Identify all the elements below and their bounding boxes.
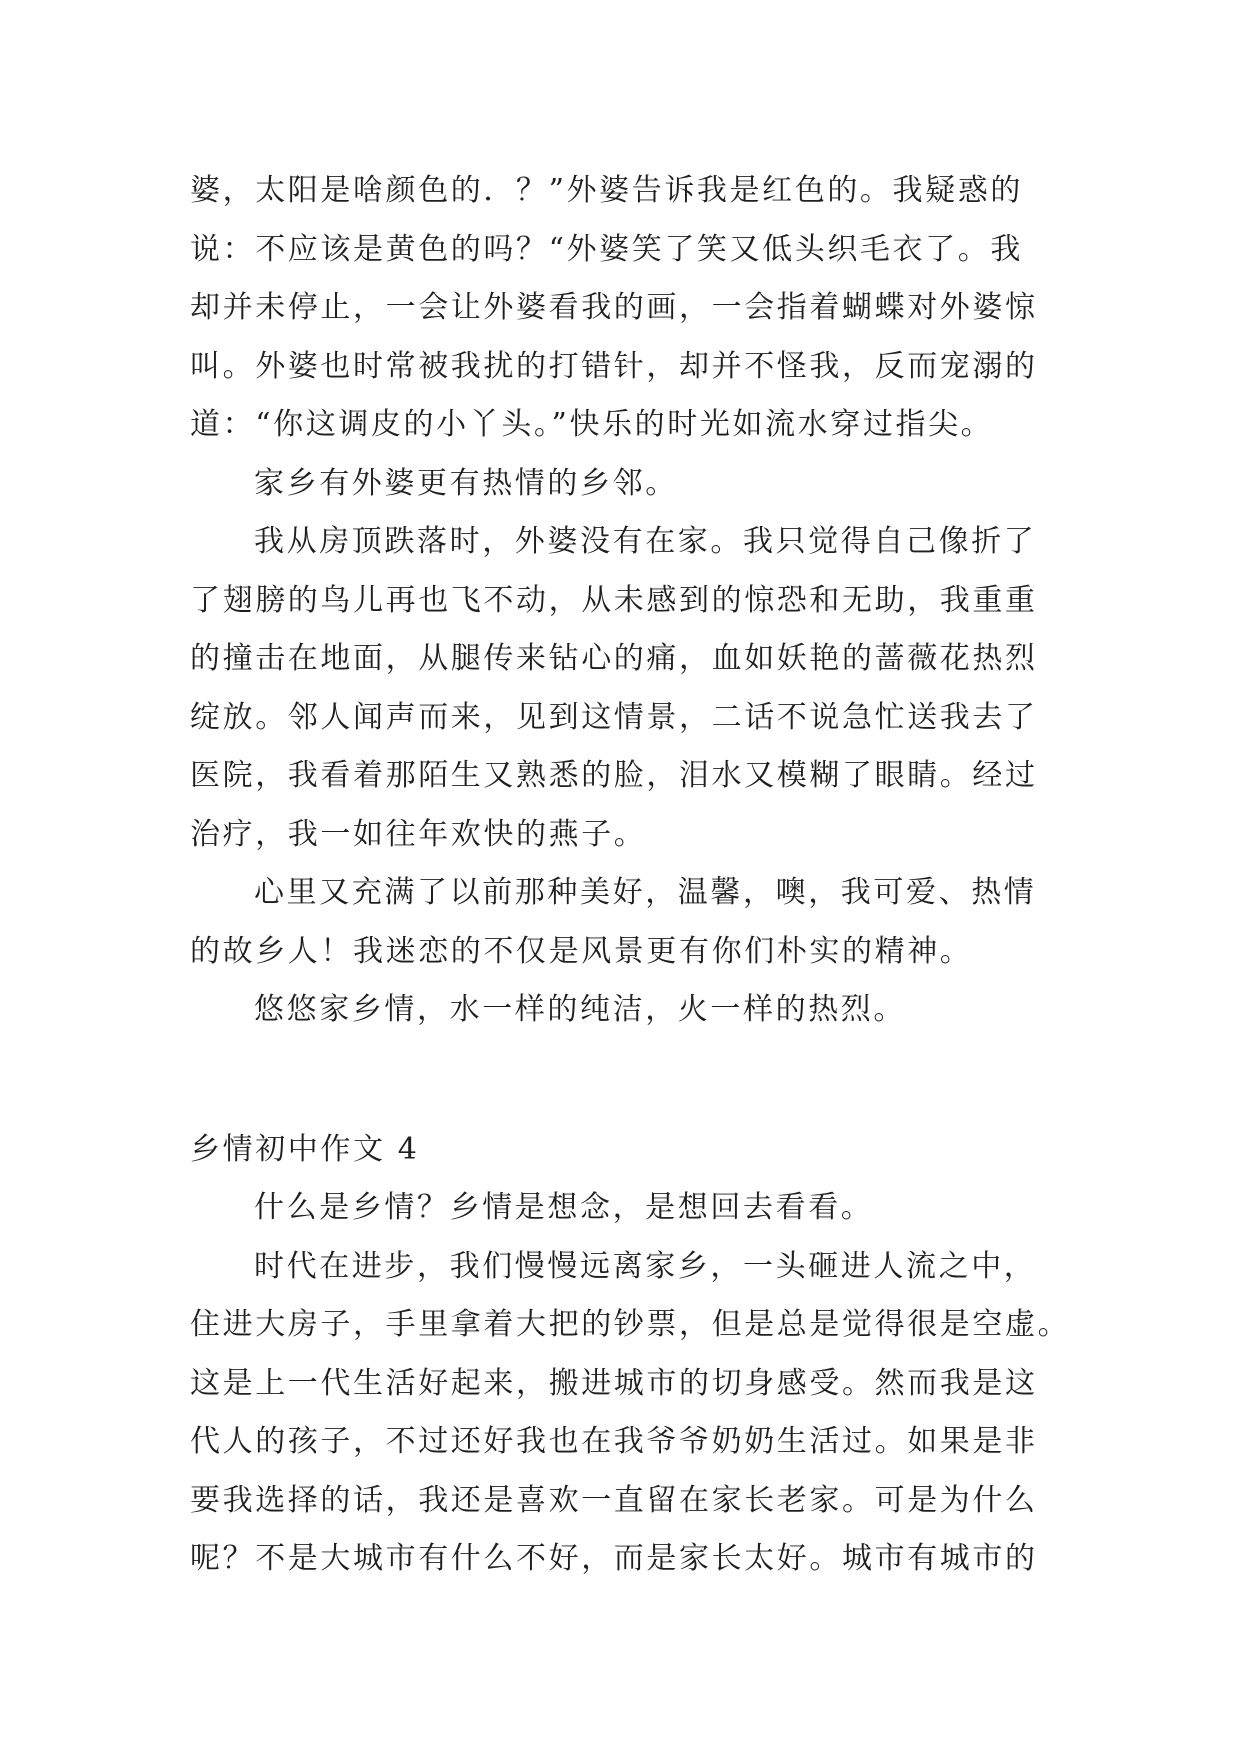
paragraph [190, 455, 1058, 514]
text-line: 治疗，我一如往年欢快的燕子。 [190, 816, 647, 852]
text-line: 住进大房子，手里拿着大把的钞票，但是总是觉得很是空虚。 [190, 1307, 1071, 1342]
paragraph [190, 162, 1058, 455]
paragraph [190, 513, 1058, 864]
text-line: 要我选择的话，我还是喜欢一直留在家长老家。可是为什么 [190, 1482, 1038, 1518]
paragraph [190, 1179, 1058, 1238]
text-line: 代人的孩子，不过还好我也在我爷爷奶奶生活过。如果是非 [190, 1424, 1038, 1459]
text-line: 悠悠家乡情，水一样的纯洁，火一样的热烈。 [254, 992, 906, 1027]
paragraph [190, 1238, 1071, 1589]
text-line: 的故乡人！我迷恋的不仅是风景更有你们朴实的精神。 [190, 933, 973, 969]
text-line: 家乡有外婆更有热情的乡邻。 [254, 465, 678, 501]
text-line: 时代在进步，我们慢慢远离家乡，一头砸进人流之中， [254, 1248, 1037, 1284]
text-line: 婆，太阳是啥颜色的．？”外婆告诉我是红色的。我疑惑的 [190, 173, 1023, 208]
paragraph [190, 981, 1058, 1040]
text-line: 却并未停止，一会让外婆看我的画，一会指着蝴蝶对外婆惊 [190, 290, 1038, 325]
text-line: 我从房顶跌落时，外婆没有在家。我只觉得自己像折了 [254, 524, 1037, 559]
document-body [190, 162, 1071, 1589]
text-line: 说：不应该是黄色的吗？“外婆笑了笑又低头织毛衣了。我 [190, 231, 1023, 267]
text-line: 叫。外婆也时常被我扰的打错针，却并不怪我，反而宠溺的 [190, 348, 1038, 384]
text-line: 医院，我看着那陌生又熟悉的脸，泪水又模糊了眼睛。经过 [190, 758, 1038, 793]
text-line: 心里又充满了以前那种美好，温馨，噢，我可爱、热情 [254, 875, 1037, 910]
section-spacer [190, 1040, 1058, 1121]
text-line: 这是上一代生活好起来，搬进城市的切身感受。然而我是这 [190, 1365, 1038, 1401]
text-line: 绽放。邻人闻声而来，见到这情景，二话不说急忙送我去了 [190, 699, 1038, 735]
text-line: 了翅膀的鸟儿再也飞不动，从未感到的惊恐和无助，我重重 [190, 582, 1038, 618]
section-title: 乡情初中作文 4 [190, 1131, 420, 1167]
text-line: 呢？不是大城市有什么不好，而是家长太好。城市有城市的 [190, 1541, 1038, 1576]
text-line: 道：“你这调皮的小丫头。”快乐的时光如流水穿过指尖。 [190, 407, 994, 442]
paragraph [190, 864, 1058, 981]
text-line: 的撞击在地面，从腿传来钻心的痛，血如妖艳的蔷薇花热烈 [190, 641, 1038, 676]
text-line: 什么是乡情？乡情是想念，是想回去看看。 [254, 1190, 874, 1225]
